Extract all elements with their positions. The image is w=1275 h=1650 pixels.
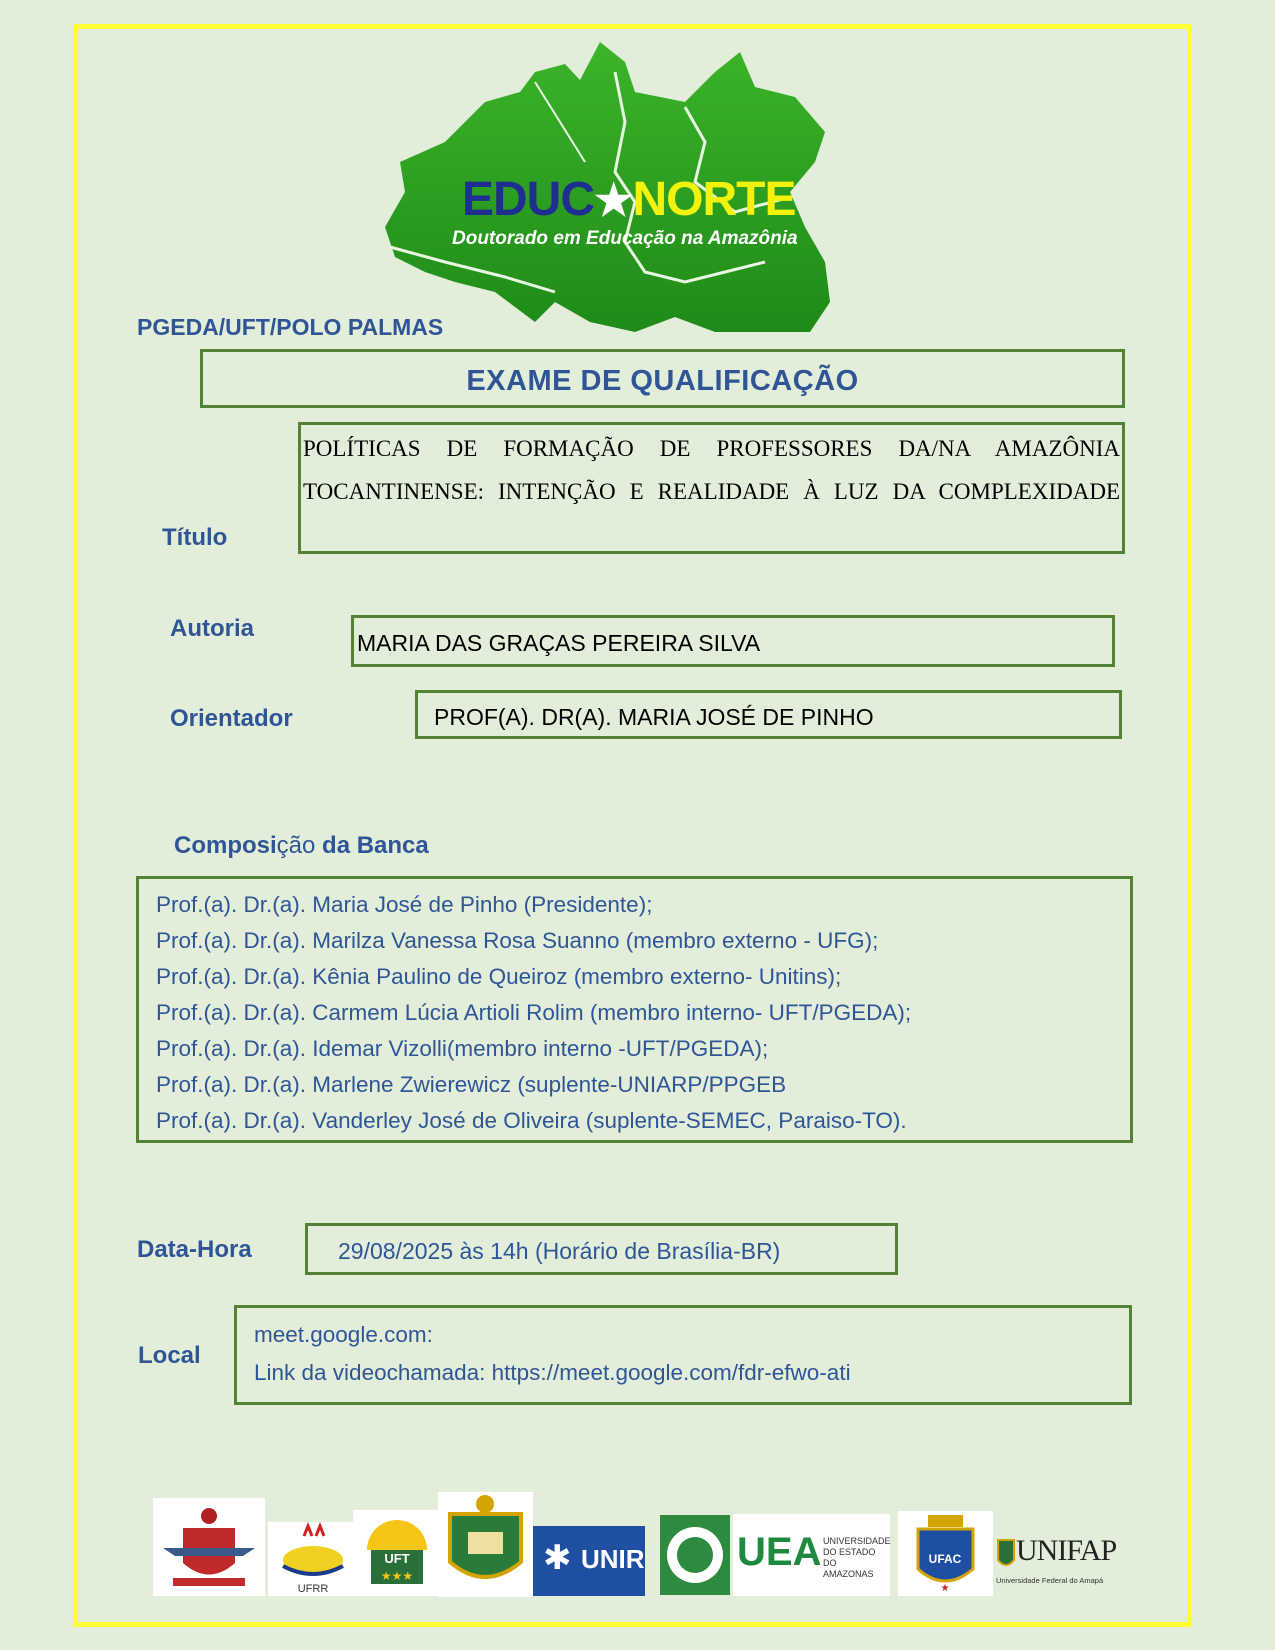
unir-logo (533, 1526, 645, 1596)
unir-snowflake-icon: ✱ (543, 1539, 572, 1577)
banca-member: Prof.(a). Dr.(a). Kênia Paulino de Queiroz (membro externo- Unitins); (156, 964, 842, 989)
autoria-label: Autoria (170, 615, 254, 642)
ufrr-logo (268, 1522, 358, 1596)
orientador-box (415, 690, 1122, 739)
banca-label-part-1: Composi (174, 832, 277, 859)
ufpa-crest-icon (153, 1498, 265, 1596)
uft-logo (353, 1510, 441, 1596)
local-label: Local (138, 1342, 201, 1369)
unifap-logo (996, 1532, 1117, 1596)
uea-text: UEA (737, 1530, 822, 1574)
ufac-star-icon: ★ (940, 1583, 950, 1594)
ufrr-text: UFRR (297, 1583, 329, 1595)
local-text (254, 1316, 851, 1392)
banca-member: Prof.(a). Dr.(a). Idemar Vizolli(membro interno -UFT/PGEDA); (156, 1036, 769, 1061)
unir-text: UNIR (581, 1544, 645, 1574)
uft-emblem-icon (353, 1510, 441, 1596)
banca-members-list (156, 887, 911, 1139)
exam-title-box (200, 349, 1125, 408)
uea-full-line-2: DO ESTADO DO (823, 1547, 876, 1568)
ufac-text: UFAC (928, 1552, 962, 1566)
titulo-line-2: TOCANTINENSE: INTENÇÃO E REALIDADE À LUZ DA COMPLEXIDADE (303, 479, 1120, 504)
program-label: PGEDA/UFT/POLO PALMAS (137, 314, 444, 340)
uea-full-line-1: UNIVERSIDADE (823, 1536, 891, 1546)
titulo-text (303, 427, 1120, 513)
data-hora-box (305, 1223, 898, 1275)
star-icon: ★ (594, 176, 633, 225)
ufac-crest-icon (898, 1511, 993, 1596)
local-line-1: meet.google.com: (254, 1322, 433, 1347)
banca-member: Prof.(a). Dr.(a). Maria José de Pinho (Presidente); (156, 892, 653, 917)
data-hora-value: 29/08/2025 às 14h (Horário de Brasília-BR) (338, 1238, 781, 1264)
logo-word-educ: EDUC (462, 173, 595, 226)
exam-title: EXAME DE QUALIFICAÇÃO (466, 365, 859, 397)
uft-text: UFT (384, 1551, 410, 1566)
logo-wordmark (462, 172, 795, 227)
banca-label-part-2: ção (276, 832, 316, 859)
titulo-box (298, 422, 1125, 554)
local-line-2[interactable]: Link da videochamada: https://meet.google.com/fdr-efwo-ati (254, 1360, 851, 1385)
logo-word-norte: NORTE (632, 173, 796, 226)
ufrr-emblem-icon (268, 1522, 358, 1578)
banca-member: Prof.(a). Dr.(a). Vanderley José de Oliveira (suplente-SEMEC, Paraiso-TO). (156, 1108, 907, 1133)
orientador-value: PROF(A). DR(A). MARIA JOSÉ DE PINHO (434, 704, 874, 730)
banca-member: Prof.(a). Dr.(a). Marlene Zwierewicz (suplente-UNIARP/PPGEB (156, 1072, 787, 1097)
orientador-label: Orientador (170, 705, 293, 732)
unifap-text: UNIFAP (1016, 1534, 1117, 1567)
local-box (234, 1305, 1132, 1405)
uea-full-name (823, 1536, 891, 1580)
titulo-label: Título (162, 524, 228, 551)
banca-member: Prof.(a). Dr.(a). Marilza Vanessa Rosa Suanno (membro externo - UFG); (156, 928, 879, 953)
autoria-value: MARIA DAS GRAÇAS PEREIRA SILVA (357, 630, 761, 656)
autoria-box (351, 615, 1115, 667)
banca-member: Prof.(a). Dr.(a). Carmem Lúcia Artioli Rolim (membro interno- UFT/PGEDA); (156, 1000, 912, 1025)
unifap-full-name: Universidade Federal do Amapá (996, 1576, 1104, 1585)
logo-subtitle: Doutorado em Educação na Amazônia (452, 228, 798, 249)
banca-box (136, 876, 1133, 1143)
ufac-logo (898, 1511, 993, 1596)
banca-label (174, 832, 429, 860)
uea-logo (733, 1514, 890, 1596)
unitins-crest-icon (438, 1492, 533, 1597)
uft-stars-icon: ★★★ (380, 1569, 414, 1583)
uea-full-line-3: AMAZONAS (823, 1569, 874, 1579)
green-seal-icon (660, 1515, 730, 1595)
unifap-emblem-icon (996, 1532, 1016, 1572)
banca-label-part-3: da Banca (315, 832, 429, 859)
titulo-line-1: POLÍTICAS DE FORMAÇÃO DE PROFESSORES DA/NA AMAZÔNIA (303, 436, 1120, 461)
data-hora-label: Data-Hora (137, 1236, 252, 1263)
partner-logos (153, 1492, 1117, 1597)
